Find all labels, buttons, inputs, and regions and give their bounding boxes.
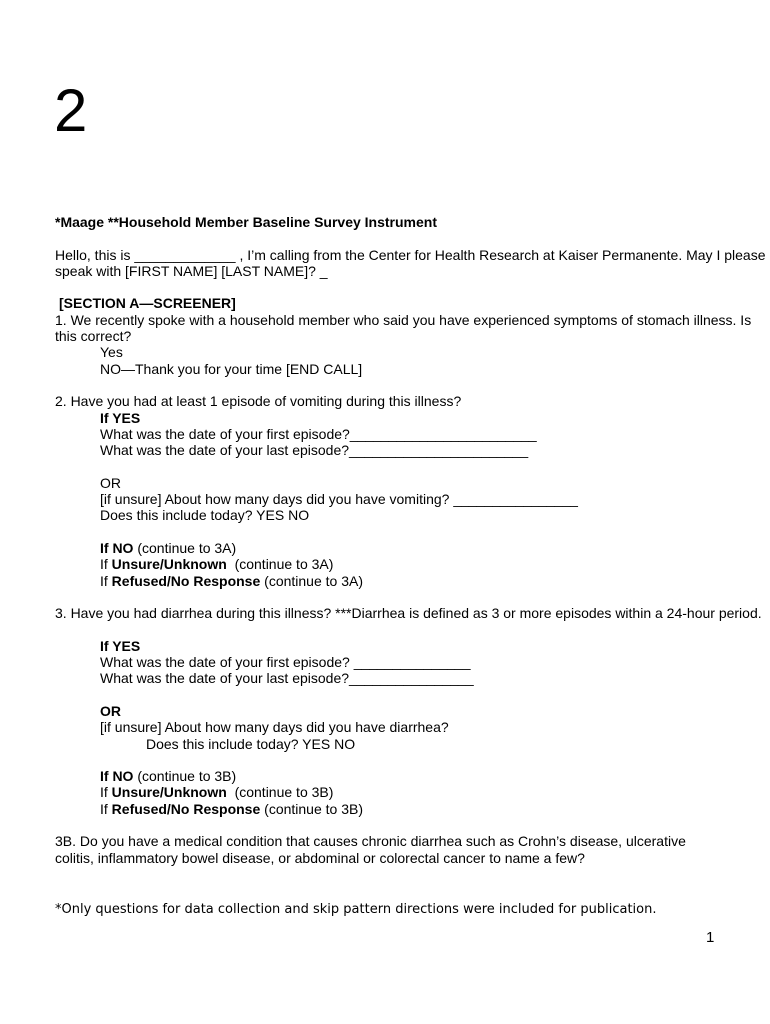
q2-if-yes: If YES <box>100 409 141 426</box>
q1-option-yes: Yes <box>100 344 123 361</box>
q3-text: 3. Have you had diarrhea during this illness? ***Diarrhea is defined as 3 or more episodes within a 24-hour period. <box>55 605 762 622</box>
q3-skip-refused: If Refused/No Response (continue to 3B) <box>100 800 363 817</box>
q3-skip-no: If NO (continue to 3B) <box>100 768 237 785</box>
q3-unsure: [if unsure] About how many days did you have diarrhea? <box>100 719 449 736</box>
q2-last-episode: What was the date of your last episode?_______________________ <box>100 442 529 459</box>
intro-text: Hello, this is _____________ , I’m calling from the Center for Health Research at Kaiser Permanente. May I please speak with [FIRST NAME] [LAST NAME]? _ <box>55 246 766 279</box>
q2-skip-unsure: If Unsure/Unknown (continue to 3A) <box>100 556 334 573</box>
q2-or: OR <box>100 474 121 491</box>
q2-skip-refused: If Refused/No Response (continue to 3A) <box>100 572 363 589</box>
q3-or: OR <box>100 702 121 719</box>
document-title: *Maage **Household Member Baseline Survey Instrument <box>55 214 437 230</box>
survey-content <box>55 214 767 866</box>
q1-text: 1. We recently spoke with a household member who said you have experienced symptoms of stomach illness. Is this correct? <box>55 311 752 345</box>
q3-skip-unsure: If Unsure/Unknown (continue to 3B) <box>100 784 334 801</box>
q3-last-episode: What was the date of your last episode?________________ <box>100 670 474 687</box>
q2-skip-no: If NO (continue to 3A) <box>100 539 237 556</box>
header-page-number: 2 <box>54 77 88 144</box>
q2-text: 2. Have you had at least 1 episode of vomiting during this illness? <box>55 393 462 410</box>
page-number: 1 <box>706 929 715 946</box>
q3-if-yes: If YES <box>100 637 141 654</box>
q3-today: Does this include today? YES NO <box>146 735 356 752</box>
q3b-text: 3B. Do you have a medical condition that causes chronic diarrhea such as Crohn’s disease, ulcerative colitis, inflammatory bowel disease, or abdominal or colorectal cancer to name a few? <box>55 833 686 866</box>
q2-today: Does this include today? YES NO <box>100 507 310 524</box>
q2-first-episode: What was the date of your first episode?________________________ <box>100 425 537 442</box>
q3-first-episode: What was the date of your first episode? _______________ <box>100 654 471 671</box>
footnote: *Only questions for data collection and skip pattern directions were included for publication. <box>55 902 657 917</box>
q2-unsure: [if unsure] About how many days did you have vomiting? ________________ <box>100 491 578 508</box>
q1-option-no: NO—Thank you for your time [END CALL] <box>100 360 363 377</box>
section-heading: [SECTION A—SCREENER] <box>59 295 236 312</box>
